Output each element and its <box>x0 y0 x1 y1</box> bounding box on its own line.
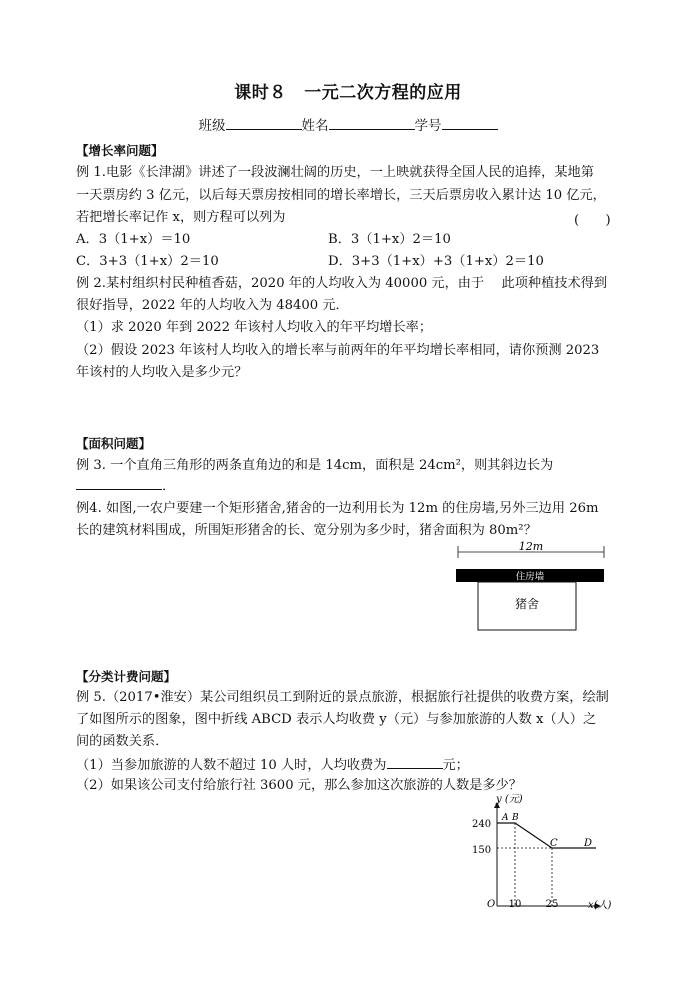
ex2-line-1: 例 2.某村组织村民种植香菇，2020 年的人均收入为 40000 元，由于 此项种植技术得到 <box>76 276 608 291</box>
id-label: 学号 <box>414 118 442 134</box>
point-d-label: D <box>584 838 593 849</box>
y-tick-150: 150 <box>472 845 492 856</box>
wall-label: 住房墙 <box>515 571 545 583</box>
ex1-line-2: 一天票房约 3 亿元，以后每天票房按相同的增长率增长，三天后票房收入累计达 10 亿元， <box>76 188 606 203</box>
student-info-line <box>0 114 696 134</box>
section-growth-heading: 【增长率问题】 <box>76 143 164 158</box>
name-label: 姓名 <box>301 118 329 134</box>
ex2-line-4: （2）假设 2023 年该村人均收入的增长率与前两年的年平均增长率相同，请你预测 2023 <box>76 343 600 358</box>
ex4-line-2: 长的建筑材料围成，所围矩形猪舍的长、宽分别为多少时，猪舍面积为 80m²？ <box>76 523 537 538</box>
id-blank[interactable] <box>442 116 498 130</box>
ex1-option-b: B．3（1+x）2＝10 <box>328 232 451 247</box>
point-a-label: A <box>502 813 509 823</box>
ex5-question-2: （2）如果该公司支付给旅行社 3600 元，那么参加这次旅游的人数是多少？ <box>76 778 522 793</box>
class-label: 班级 <box>198 118 226 134</box>
ex1-option-a: A．3（1+x）＝10 <box>76 232 191 247</box>
ex1-option-c: C．3+3（1+x）2＝10 <box>76 254 219 269</box>
y-tick-240: 240 <box>472 819 492 830</box>
ex5-line-2: 了如图所示的图象，图中折线 ABCD 表示人均收费 y（元）与参加旅游的人数 x（人）之 <box>76 712 597 727</box>
ex1-line-3: 若把增长率记作 x，则方程可以列为 <box>76 210 286 225</box>
name-blank[interactable] <box>329 116 415 130</box>
origin-label: O <box>487 899 496 910</box>
x-tick-25: 25 <box>545 899 559 910</box>
ex2-line-5: 年该村的人均收入是多少元？ <box>76 365 248 380</box>
ex3-line-1: 例 3. 一个直角三角形的两条直角边的和是 14cm，面积是 24cm²，则其斜边长为 <box>76 458 554 473</box>
ex5-line-1: 例 5.（2017•淮安）某公司组织员工到附近的景点旅游，根据旅行社提供的收费方案，绘制 <box>76 690 609 705</box>
ex3-answer-blank[interactable]: ． <box>76 476 175 496</box>
page-title: 课时８ 一元二次方程的应用 <box>234 83 462 103</box>
ex2-line-2: 很好指导，2022 年的人均收入为 48400 元． <box>76 298 349 313</box>
point-b-label: B <box>512 813 519 823</box>
y-axis-label: y (元) <box>496 794 523 805</box>
ex1-answer-paren[interactable]: ( ) <box>574 213 611 228</box>
ex5-line-3: 间的函数关系． <box>76 734 169 749</box>
ex4-line-1: 例4. 如图,一农户要建一个矩形猪舍,猪舍的一边利用长为 12m 的住房墙,另外三边用 26m <box>76 501 599 516</box>
section-area-heading: 【面积问题】 <box>76 436 152 451</box>
class-blank[interactable] <box>226 116 302 130</box>
pigpen-figure <box>456 538 606 638</box>
x-axis-label: x(人) <box>588 900 612 911</box>
ex5-q1-blank[interactable] <box>387 755 443 769</box>
pigpen-label: 猪舍 <box>514 597 540 611</box>
ex2-line-3: （1）求 2020 年到 2022 年该村人均收入的年平均增长率； <box>76 320 433 335</box>
fee-polyline <box>497 823 596 848</box>
point-c-label: C <box>550 838 558 849</box>
dimension-label: 12m <box>518 540 544 553</box>
ex5-question-1: （1）当参加旅游的人数不超过 10 人时，人均收费为 元； <box>76 755 469 775</box>
x-tick-10: 10 <box>508 899 522 910</box>
fee-graph <box>470 790 630 915</box>
ex1-option-d: D．3+3（1+x）+3（1+x）2＝10 <box>328 254 544 269</box>
section-tiered-fee-heading: 【分类计费问题】 <box>76 669 177 684</box>
ex1-line-1: 例 1.电影《长津湖》讲述了一段波澜壮阔的历史，一上映就获得全国人民的追捧，某地第 <box>76 165 594 180</box>
